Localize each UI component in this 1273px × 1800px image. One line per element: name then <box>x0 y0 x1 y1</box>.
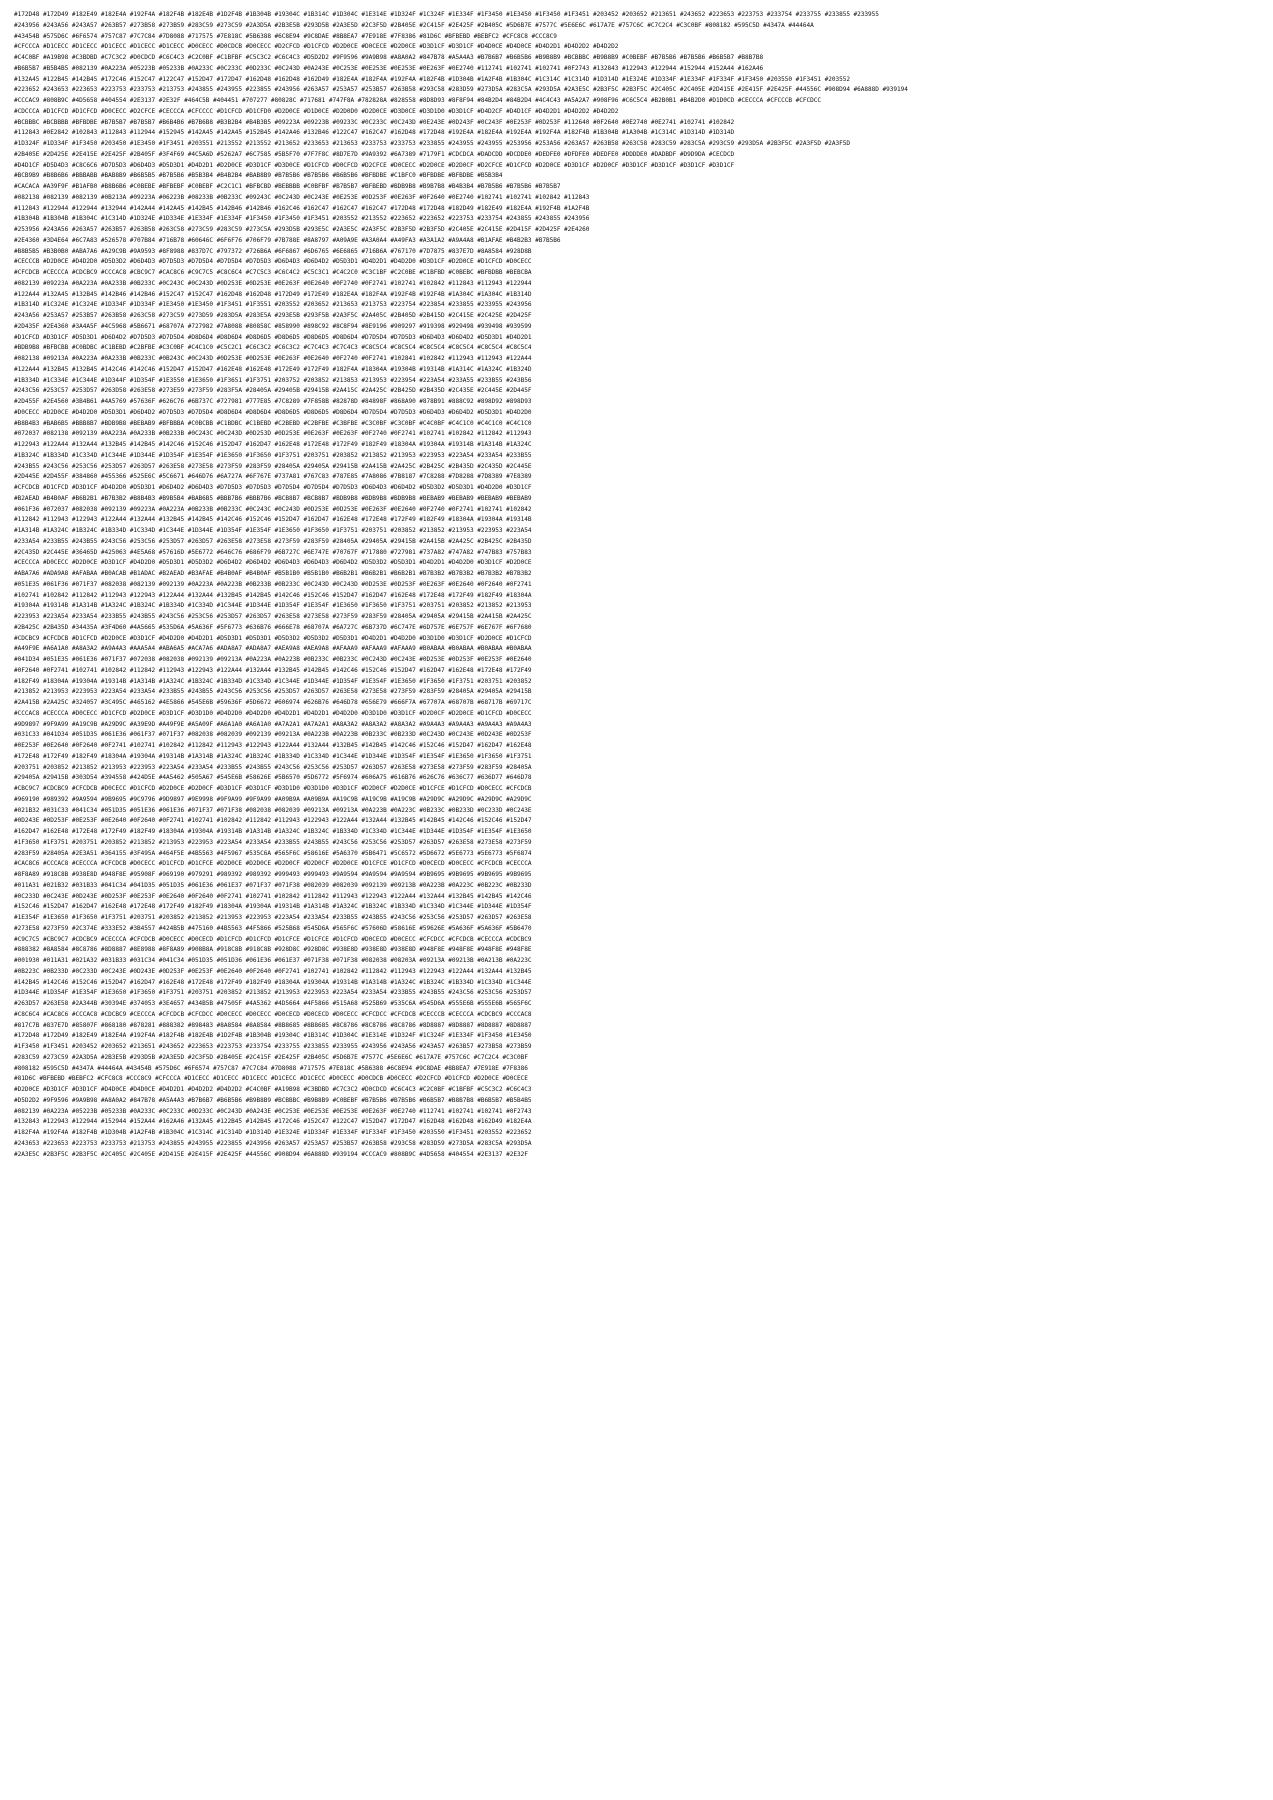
text-line: #082138 #09213A #0A223A #0A233B #0B233C #0B243C #0C243D #0D253E #0D253E #0E263F #0E2640 #0F2740 #0F2741 #102841 #102842 #112943 #112943 #122A44 <box>14 355 532 362</box>
text-line: #2D445E #2D455F #384860 #455366 #525E6C #5C6671 #646D76 #6A727A #6F767E #737A81 #767C83 #787E85 #7A8086 #7B8187 #7C8288 #7D8288 #7D8389 #7E8389 <box>14 473 532 481</box>
text-line: #CFCDCB #D1CFCD #D3D1CF #D4D2D0 #D5D3D1 #D6D4D2 #D6D4D3 #D7D5D3 #D7D5D3 #D7D5D4 #D7D5D4 #D7D5D3 #D6D4D3 #D6D4D2 #D5D3D2 #D5D3D1 #D4D2D0 #D3D1CF <box>14 484 532 491</box>
text-line: #BDB9B8 #BFBCBB #C0BDBC #C1BEBD #C2BFBE #C3C0BF #C4C1C0 #C5C2C1 #C6C3C2 #C6C3C2 #C7C4C3 #C7C4C3 #C8C5C4 #C8C5C4 #C8C5C4 #C8C5C4 #C8C5C4 #C8C5C4 <box>14 344 532 352</box>
text-line: #19304A #19314B #1A314B #1A324C #1B324C #1B334D #1C334D #1C344E #1D344E #1D354F #1E354F #1E3650 #1F3650 #1F3751 #203751 #203852 #213852 #213953 <box>14 602 532 610</box>
text-line: #213852 #213953 #223953 #223A54 #233A54 #233B55 #243B55 #243C56 #253C56 #253D57 #263D57 #263E58 #273E58 #273F59 #283F59 #28405A #29405A #29415B <box>14 688 532 696</box>
text-line: #051E35 #061F36 #071F37 #082038 #082139 #092139 #0A223A #0A223B #0B233B #0B233C #0C243D #0C243D #0D253E #0D253F #0E263F #0E2640 #0F2640 #0F2741 <box>14 580 532 588</box>
text-line: #082138 #082139 #082139 #0B213A #09223A #06223B #08233B #0B233C #09243C #0C243D #0C243E #0E253E #0D253F #0E263F #0F2640 #0E2740 #102741 #102741 #102842 #112843 <box>14 193 590 201</box>
text-line: #2B405E #2D425E #2E415E #2E425F #2B405F #3F4F69 #4C5A6D #5262A7 #6C7585 #5B5F70 #7F7F8C #8D7E7D #9A9392 #6A7389 #7179F1 #CDCDCA #DADCDD #DCDDE0 #DEDFE0 #DFDFE0 #DEDFE0 #DDDDE0 #DADBDF #D9D9DA #CECDCD <box>14 150 735 158</box>
text-line: #273E58 #273F59 #2C374E #333E52 #3B4557 #424B5B #475160 #4B5563 #4F5866 #525B68 #545D6A #565F6C #57606D #58616E #59626E #5A636F #5A636F #5B6470 <box>14 924 532 932</box>
text-line: #2D455F #2E4560 #3B4B61 #4A5769 #57636F #626C76 #6B737C #727981 #777E85 #7C8289 #7F858B #82878D #84898F #868A90 #878B91 #888C92 #898D92 #898D93 <box>14 398 532 405</box>
text-line: #172E48 #172F49 #182F49 #18304A #19304A #19314B #1A314B #1A324C #1B324C #1B334D #1C334D #1C344E #1D344E #1D354F #1E354F #1E3650 #1F3650 #1F3751 <box>14 752 532 760</box>
text-line: #172D48 #172D49 #182E49 #182E4A #192F4A #182F4B #182E4B #1D2F4B #1B304B #19304C #1B314C #1D304C #1E314E #1D324F #1C324F #1E334F #1F3450 #1E3450 <box>14 1032 532 1040</box>
text-line: #243A56 #253A57 #253B57 #263B58 #263C58 #273C59 #273D59 #283D5A #283E5A #293E5B #293F5B #2A3F5C #2A405C #2B405D #2B415D #2C415E #2C425E #2D425F <box>14 312 532 319</box>
text-line: #283C59 #273C59 #2A3D5A #2B3E5B #293D5B #2A3E5D #2C3F5D #2B405E #2C415F #2E425F #2B405C #5D6B7E #7577C #5E6E6C #617A7E #757C6C #C7C2C4 #C3C0BF <box>14 1053 528 1061</box>
text-line: #1F3650 #1F3751 #203751 #203852 #213852 #213953 #223953 #223A54 #233A54 #233B55 #243B55 #243C56 #253C56 #253D57 #263D57 #263E58 #273E58 #273F59 <box>14 838 532 846</box>
text-line: #233A54 #233B55 #243B55 #243C56 #253C56 #253D57 #263D57 #263E58 #273E58 #273F59 #283F59 #28405A #29405A #29415B #2A415B #2A425C #2B425C #2B435D <box>14 537 532 545</box>
text-line: #29405A #29415B #303D54 #394558 #424D5E #4A5462 #505A67 #545E6B #58626E #5B6570 #5D6772 #5F6974 #606A75 #616B76 #626C76 #636C77 #636D77 #646D78 <box>14 774 532 782</box>
text-line: #031C33 #041D34 #051D35 #061E36 #061F37 #071F37 #082038 #082039 #092139 #09213A #0A223B #0A223B #0B233C #0B233D #0C243D #0C243E #0D243E #0D253F <box>14 731 532 739</box>
text-line: #122A44 #132A45 #132B45 #142B46 #142B46 #152C47 #152C47 #162D48 #162D48 #172D49 #172E49 #182E4A #182F4A #192F4B #192F4B #1A304C #1A304C #1B314D <box>14 290 532 298</box>
text-line: #D4D1CF #D5D4D3 #C8C6C6 #D7D5D3 #D6D4D3 #D5D3D1 #D4D2D1 #D2D0CE #D3D1CF #D3D0CE #D1CFCD #D0CFCD #D2CFCE #D0CECC #D2D0CE #D2D0CF #D2CFCE #D1CFCD #D2D0CE #D3D1CF #D2D0CF #D3D1CF #D3D1CF #D3D1CF #D3D1CF <box>14 161 735 169</box>
text-line: #D0CECC #D2D0CE #D4D2D0 #D5D3D1 #D6D4D2 #D7D5D3 #D7D5D4 #D8D6D4 #D8D6D4 #D8D6D5 #D8D6D5 #D8D6D4 #D7D5D4 #D7D5D3 #D6D4D3 #D6D4D2 #D5D3D1 #D4D2D0 <box>14 408 532 416</box>
text-line: #223953 #223A54 #233A54 #233B55 #243B55 #243C56 #253C56 #253D57 #263D57 #263E58 #273E58 #273F59 #283F59 #28405A #29405A #29415B #2A415B #2A425C <box>14 613 532 620</box>
text-line: #81D6C #BFBEBD #BEBFC2 #CFC8C8 #CCC8C9 #CFCCCA #D1CECC #D1CECC #D1CECC #D1CECC #D1CECC #D0CECC #D0CDCB #D0CECC #D2CFCD #D1CFCD #D2D0CE #D0CECE <box>14 1075 528 1083</box>
text-line: #D2D0CE #D3D1CF #D3D1CF #D4D0CE #D4D0CE #D4D2D1 #D4D2D2 #D4D2D2 #C4C0BF #A19B98 #C3BDBD #C7C3C2 #D0CDCD #C6C4C3 #C2C0BF #C1BFBF #C5C3C2 #C6C4C3 <box>14 1086 532 1093</box>
text-line: #C9C7C5 #CBC9C7 #CDCBC9 #CECCCA #CFCDCB #D0CECC #D0CECD #D1CFCD #D1CFCD #D1CFCE #D1CFCE #D1CFCD #D0CECD #D0CECC #CFCDCC #CFCDCB #CECCCA #CDCBC9 <box>14 935 532 943</box>
text-line: #243C56 #253C57 #253D57 #263D58 #263E58 #273E59 #273F59 #283F5A #28405A #29405B #29415B #2A415C #2A425C #2B425D #2B435D #2C435E #2C445E #2D445F <box>14 387 532 395</box>
text-line: #B2AEAD #B4B0AF #B6B2B1 #B7B3B2 #B8B4B3 #B9B5B4 #BAB6B5 #BBB7B6 #BBB7B6 #BCB8B7 #BCB8B7 #BDB9B8 #BDB9B8 #BDB9B8 #BEBAB9 #BEBAB9 #BEBAB9 #BEBAB9 <box>14 494 532 502</box>
text-line: #0D243E #0D253F #0E253F #0E2640 #0F2640 #0F2741 #102741 #102842 #112842 #112943 #122943 #122A44 #132A44 #132B45 #142B45 #142C46 #152C46 #152D47 <box>14 817 532 825</box>
text-line: #CECCCA #D0CECC #D2D0CE #D3D1CF #D4D2D0 #D5D3D1 #D5D3D2 #D6D4D2 #D6D4D2 #D6D4D3 #D6D4D3 #D6D4D2 #D5D3D2 #D5D3D1 #D4D2D1 #D4D2D0 #D3D1CF #D2D0CE <box>14 559 532 567</box>
text-line: #001930 #011A31 #021A32 #031B33 #031C34 #041C34 #051D35 #051D36 #061E36 #061E37 #071F38 #071F38 #082038 #08203A #09213A #09213B #0A213B #0A223C <box>14 957 532 964</box>
text-line: #243956 #243A56 #243A57 #263B57 #273B58 #273B59 #283C59 #273C59 #2A3D5A #2B3E5B #293D5B #2A3E5D #2C3F5D #2B405E #2C415F #2E425F #2B405C #5D6B7E #7577C #5E6E6C #617A7E #757C6C #C7C2C4 #C3C0BF #808182 #595C5D #4347A #44464A <box>14 21 814 29</box>
text-line: #2C435D #2C445E #36465D #425063 #4E5A68 #57616D #5E6772 #646C76 #686F79 #6B727C #6E747E #70767F #717880 #727981 #737A82 #747A82 #747B83 #757B83 <box>14 548 532 556</box>
text-line: #D1CFCD #D3D1CF #D5D3D1 #D6D4D2 #D7D5D3 #D7D5D4 #D8D6D4 #D8D6D4 #D8D6D5 #D8D6D5 #D8D6D5 #D8D6D4 #D7D5D4 #D7D5D3 #D6D4D3 #D6D4D2 #D5D3D1 #D4D2D1 <box>14 333 532 341</box>
text-line: #1D344E #1D354F #1E354F #1E3650 #1F3650 #1F3751 #203751 #203852 #213852 #213953 #223953 #223A54 #233A54 #233B55 #243B55 #243C56 #253C56 #253D57 <box>14 989 532 997</box>
text-line: #122943 #122A44 #132A44 #132B45 #142B45 #142C46 #152C46 #152D47 #162D47 #162E48 #172E48 #172F49 #182F49 #18304A #19304A #19314B #1A314B #1A324C <box>14 441 532 448</box>
text-line: #2E4360 #3D4E64 #6C7A83 #526578 #707B84 #716B78 #60646C #6F6F76 #706F79 #7B788E #8A8797 #A09A9E #A3A0A4 #A49FA3 #A3A1A2 #A9A4A8 #B1AFAE #B4B2B3 #B7B5B6 <box>14 236 561 244</box>
text-line: #CECCCB #D2D0CE #D4D2D0 #D5D3D2 #D6D4D3 #D7D5D3 #D7D5D4 #D7D5D4 #D7D5D3 #D6D4D3 #D6D4D2 #D5D3D1 #D4D2D1 #D4D2D0 #D3D1CF #D2D0CE #D1CFCD #D0CECC <box>14 258 532 266</box>
text-line: #182F4A #192F4A #182F4B #1D304B #1A2F4B #1B304C #1C314C #1C314D #1D314D #1E324E #1D334F #1E334F #1F334F #1F3450 #203550 #1F3451 #203552 #223652 <box>14 1129 532 1136</box>
text-line: #969190 #989392 #9A9594 #9B9695 #9C9796 #9D9897 #9E9998 #9F9A99 #9F9A99 #A09B9A #A09B9A #A19C9B #A19C9B #A19C9B #A29D9C #A29D9C #A29D9C #A29D9C <box>14 795 532 803</box>
text-line: #162D47 #162E48 #172E48 #172F49 #182F49 #18304A #19304A #19314B #1A314B #1A324C #1B324C #1B334D #1C334D #1C344E #1D344E #1D354F #1E354F #1E3650 <box>14 828 532 835</box>
text-line: #1B314D #1C324E #1C324E #1D334F #1D334F #1E3450 #1E3450 #1F3451 #1F3551 #203552 #203652 #213653 #213753 #223754 #223854 #233855 #233955 #243956 <box>14 301 532 309</box>
text-line: #253956 #243A56 #263A57 #263B57 #263B58 #263C58 #273C59 #283C59 #273C5A #293D5B #293E5C #2A3E5C #2A3F5C #2B3F5D #2B3F5D #2C405E #2C415E #2D415F #2D425F #2E4260 <box>14 226 590 233</box>
text-line: #CAC8C6 #CCCAC8 #CECCCA #CFCDCB #D0CECC #D1CFCD #D1CFCE #D2D0CE #D2D0CE #D2D0CF #D2D0CF #D2D0CE #D1CFCE #D1CFCD #D0CECD #D0CECC #CFCDCB #CECCCA <box>14 860 532 868</box>
text-line: #0B223C #0B233D #0C233D #0C243E #0D243E #0D253F #0E253F #0E2640 #0F2640 #0F2741 #102741 #102842 #112842 #112943 #122943 #122A44 #132A44 #132B45 <box>14 967 532 975</box>
text-line: #112843 #122944 #122944 #132944 #142A44 #142A45 #142B45 #142B46 #142B46 #162C46 #162C47 #162C47 #162C47 #172D48 #172D48 #182D49 #182E49 #182E4A #192F4B #1A2F4B <box>14 204 590 212</box>
text-line: #A49F9E #A6A1A0 #A8A3A2 #A9A4A3 #AAA5A4 #ABA6A5 #ACA7A6 #ADA8A7 #ADA8A7 #AEA9A8 #AEA9A8 #AFAAA9 #AFAAA9 #AFAAA9 #B0ABAA #B0ABAA #B0ABAA #B0ABAA <box>14 645 532 653</box>
text-line: #CFCCCA #D1CECC #D1CECC #D1CECC #D1CECC #D1CECC #D0CECC #D0CDCB #D0CECC #D2CFCD #D1CFCD #D2D0CE #D0CECE #D2D0CE #D3D1CF #D3D1CF #D4D0CE #D4D0CE #D4D2D1 #D4D2D2 #D4D2D2 <box>14 43 619 51</box>
text-line: #ABA7A6 #ADA9A8 #AFABAA #B0ACAB #B1ADAC #B2AEAD #B3AFAE #B4B0AF #B4B0AF #B5B1B0 #B5B1B0 #B6B2B1 #B6B2B1 #B6B2B1 #B7B3B2 #B7B3B2 #B7B3B2 #B7B3B2 <box>14 570 532 577</box>
text-line: #0E253F #0E2640 #0F2640 #0F2741 #102741 #102842 #112842 #112943 #122943 #122A44 #132A44 #132B45 #142B45 #142C46 #152C46 #152D47 #162D47 #162E48 <box>14 742 532 749</box>
text-line: #2D435F #2E4360 #3A4A5F #4C5968 #5B6671 #68707A #727982 #7A8088 #80858C #858990 #898C92 #8C8F94 #8E9196 #909297 #919398 #929498 #939498 #939599 <box>14 322 532 330</box>
text-line: #BCB9B9 #B8B6B6 #BBBABB #BAB8B9 #B6B5B5 #B7B5B6 #B5B3B4 #B4B2B4 #BAB8B9 #B7B5B6 #B7B5B6 #B6B5B6 #BFBDBE #C1BFC0 #BFBDBE #BFBDBE #B5B3B4 <box>14 172 503 180</box>
text-line: #203751 #203852 #213852 #213953 #223953 #223A54 #233A54 #233B55 #243B55 #243C56 #253C56 #253D57 #263D57 #263E58 #273E58 #273F59 #283F59 #28405A <box>14 763 532 771</box>
text-line: #082139 #09223A #0A223A #0A233B #0B233C #0C243C #0C243D #0D253E #0D253E #0E263F #0E2640 #0F2740 #0F2741 #102741 #102842 #112843 #112943 #122944 <box>14 279 532 287</box>
text-line: #2A415B #2A425C #324057 #3C495C #465162 #4E5866 #545E6B #59636F #5D6672 #606974 #626B76 #646D78 #656E79 #666F7A #67707A #68707B #68717B #69717C <box>14 699 532 706</box>
text-line: #1E354F #1E3650 #1F3650 #1F3751 #203751 #203852 #213852 #213953 #223953 #223A54 #233A54 #233B55 #243B55 #243C56 #253C56 #253D57 #263D57 #263E58 <box>14 914 532 921</box>
text-line: #243B55 #243C56 #253C56 #253D57 #263D57 #263E58 #273E58 #273F59 #283F59 #28405A #29405A #29415B #2A415B #2A425C #2B425C #2B435D #2C435D #2C445E <box>14 462 532 470</box>
text-line: #132843 #122943 #122944 #152944 #152A44 #162A46 #132A45 #122B45 #142B45 #172C46 #152C47 #122C47 #152D47 #172D47 #162D48 #162D48 #162D49 #182E4A <box>14 1118 532 1126</box>
text-line: #172D48 #172D49 #182E49 #182E4A #192F4A #182F4B #182E4B #1D2F4B #1B304B #19304C #1B314C #1D304C #1E314E #1D324F #1C324F #1E334F #1F3450 #1E3450 #1F3450 #1F3451 #203452 #203652 #213651 #243652 #223653 #223753 #233754 #233755 #233855 #233955 <box>14 11 879 18</box>
text-line: #0F2640 #0F2741 #102741 #102842 #112842 #112943 #122943 #122A44 #132A44 #132B45 #142B45 #142C46 #152C46 #152D47 #162D47 #162E48 #172E48 #172F49 <box>14 666 532 674</box>
text-line: #817C7B #837E7D #85807F #868180 #878281 #888382 #898483 #8A8584 #8A8584 #8B8685 #8B8685 #8C8786 #8C8786 #8C8786 #8D8887 #8D8887 #8D8887 #8D8887 <box>14 1021 532 1029</box>
text-line: #102741 #102842 #112842 #112943 #122943 #122A44 #132A44 #132B45 #142B45 #142C46 #152C46 #152D47 #162D47 #162E48 #172E48 #172F49 #182F49 #18304A <box>14 591 532 599</box>
text-line: #182F49 #18304A #19304A #19314B #1A314B #1A324C #1B324C #1B334D #1C334D #1C344E #1D344E #1D354F #1E354F #1E3650 #1F3650 #1F3751 #203751 #203852 <box>14 677 532 685</box>
text-line: #808182 #595C5D #4347A #44464A #43454B #575D6C #6F6574 #757C87 #7C7C84 #7D8088 #717575 #7E818C #5B6388 #6C8E94 #9C8DAE #8B8EA7 #7E918E #7F8386 <box>14 1064 528 1072</box>
text-line: #1F3450 #1F3451 #203452 #203652 #213651 #243652 #223653 #223753 #233754 #233755 #233855 #233955 #243956 #243A56 #243A57 #263B57 #273B58 #273B59 <box>14 1043 532 1050</box>
text-line: #1D324F #1D334F #1F3450 #203450 #1E3450 #1F3451 #203551 #213552 #213552 #213652 #233653 #213653 #233753 #233753 #233855 #243955 #243955 #253956 #253A56 #263A57 #263B58 #263C58 #283C59 #283C5A #293C59 #293D5A #2B3F5C #2A3F5D #2A3F5D <box>14 140 850 147</box>
text-line: #2A3E5C #2B3F5C #2B3F5C #2C405C #2C405E #2D415E #2E415F #2E425F #44556C #908D94 #6A888D #939194 #CCCAC9 #808B9C #4D5658 #404554 #2E3137 #2E32F <box>14 1150 528 1158</box>
hex-color-text-block <box>14 10 1259 1790</box>
text-line: #0C233D #0C243E #0D243E #0D253F #0E253F #0E2640 #0F2640 #0F2741 #102741 #102842 #112842 #112943 #122943 #122A44 #132A44 #132B45 #142B45 #142C46 <box>14 892 532 900</box>
text-line: #D5D2D2 #9F9596 #9A9B98 #A8A0A2 #847B78 #A5A4A3 #B7B6B7 #B6B5B6 #B9B8B9 #BCBBBC #B9B8B9 #C0BEBF #B7B5B6 #B7B5B6 #B6B5B7 #B8B7B8 #B6B5B7 #B5B4B5 <box>14 1096 532 1104</box>
text-line: #082139 #0A223A #05223B #05233B #0A233C #0C233C #0D233C #0C243D #0A243E #0C253E #0E253E #0E253E #0E263F #0E2740 #112741 #102741 #102741 #0F2743 <box>14 1107 532 1115</box>
text-line: #072037 #082138 #092139 #0A223A #0A233B #0B233B #0C243C #0C243D #0D253D #0D253E #0E263F #0E263F #0F2740 #0F2741 #102741 #102842 #112842 #112943 <box>14 430 532 438</box>
text-line: #1B304B #1B304B #1B304C #1C314D #1D324E #1D334E #1E334F #1E334F #1F3450 #1F3450 #1F3451 #203552 #213552 #223652 #223652 #223753 #233754 #243855 #243855 #243956 <box>14 215 590 223</box>
text-line: #BCBBBC #BCBBBB #BFBDBE #B7B5B7 #B7B5B7 #B6B4B6 #B7B6B8 #B3B2B4 #B4B3B5 #09223A #09223B #09233C #0C233C #0C243D #0E243E #0D243F #0C243F #0E253F #0D253F #112640 #0F2640 #0E2740 #0E2741 #102741 #102842 <box>14 118 735 126</box>
text-line: #8F8A89 #918C8B #938E8D #948F8E #95908F #969190 #979291 #989392 #989392 #999493 #999493 #9A9594 #9A9594 #9A9594 #9B9695 #9B9695 #9B9695 #9B9695 <box>14 871 532 878</box>
text-line: #CDCCCA #D1CFCD #D1CFCD #D0CECC #D2CFCE #CECCCA #CFCCCC #D1CFCD #D1CFD0 #D2D0CE #D1D0CE #D2D0D0 #D2D0CE #D3D0CE #D3D1D0 #D3D1CF #D4D2CF #D4D1CF #D4D2D1 #D4D2D2 #D4D2D2 <box>14 107 619 115</box>
text-line: #2B425C #2B435D #34435A #3F4D60 #4A5665 #535D6A #5A636F #5F6773 #636B76 #666E78 #68707A #6A727C #6B737D #6C747E #6D757E #6E757F #6E767F #6F7680 <box>14 623 532 631</box>
text-line: #152C46 #152D47 #162D47 #162E48 #172E48 #172F49 #182F49 #18304A #19304A #19314B #1A314B #1A324C #1B324C #1B334D #1C334D #1C344E #1D344E #1D354F <box>14 903 532 911</box>
text-line: #243653 #223653 #223753 #233753 #213753 #243855 #243955 #223855 #243956 #263A57 #253A57 #253B57 #263B58 #293C58 #283D59 #273D5A #283C5A #293D5A <box>14 1139 532 1147</box>
text-line: #9D9897 #9F9A99 #A19C9B #A29D9C #A39E9D #A49F9E #A5A09F #A6A1A0 #A6A1A0 #A7A2A1 #A7A2A1 #A8A3A2 #A8A3A2 #A8A3A2 #A9A4A3 #A9A4A3 #A9A4A3 #A9A4A3 <box>14 720 532 728</box>
text-line: #283F59 #28405A #2E3A51 #364155 #3F495A #464F5E #4B5563 #4F5967 #535C6A #565F6C #58616E #5A6370 #5B6471 #5C6572 #5D6672 #5E6773 #5E6773 #5F6874 <box>14 849 532 857</box>
text-line: #B8B4B3 #BAB6B5 #BBB8B7 #BDB9B8 #BEBAB9 #BFBBBA #C0BCBB #C1BDBC #C1BEBD #C2BEBD #C2BFBE #C3BFBE #C3C0BF #C3C0BF #C4C0BF #C4C1C0 #C4C1C0 #C4C1C0 <box>14 419 532 427</box>
text-line: #CACACA #A39F9F #B1AFB0 #B8B6B6 #C0BEBE #BFBEBF #C0BEBF #C2C1C1 #BFBCBD #BEBBBB #C0BFBF #B7B5B7 #BFBEBD #BDB9B8 #B9B7B8 #B4B3B4 #B7B5B6 #B7B5B6 #B7B5B7 <box>14 183 561 190</box>
text-line: #CCCAC9 #808B9C #4D5658 #404554 #2E3137 #2E32F #464C5B #404451 #707277 #80828C #717681 #747F8A #782828A #828558 #8D8D93 #8F8F94 #84B2D4 #84B2D4 #4C4C43 #A5A2A7 #908F96 #C6C5C4 #B2B0B1 #B4B2D0 #D1D0CD #CECCCA #CFCCCB #CFCDCC <box>14 97 821 104</box>
text-line: #CCCAC8 #CECCCA #D0CECC #D1CFCD #D2D0CE #D3D1CF #D3D1D0 #D4D2D0 #D4D2D0 #D4D2D1 #D4D2D1 #D4D2D0 #D3D1D0 #D3D1CF #D2D0CF #D2D0CE #D1CFCD #D0CECC <box>14 709 532 717</box>
text-line: #CBC9C7 #CDCBC9 #CFCDCB #D0CECC #D1CFCD #D2D0CE #D2D0CF #D3D1CF #D3D1CF #D3D1D0 #D3D1D0 #D3D1CF #D2D0CF #D2D0CE #D1CFCE #D1CFCD #D0CECC #CFCDCB <box>14 785 532 792</box>
text-line: #C4C0BF #A19B98 #C3BDBD #C7C3C2 #D0CDCD #C6C4C3 #C2C0BF #C1BFBF #C5C3C2 #C6C4C3 #D5D2D2 #9F9596 #9A9B98 #A8A0A2 #847B78 #A5A4A3 #B7B6B7 #B6B5B6 #B9B8B9 #BCBBBC #B9B8B9 #C0BEBF #B7B5B6 #B7B5B6 #B6B5B7 #B8B7B8 <box>14 54 764 61</box>
text-line: #011A31 #021B32 #031B33 #041C34 #041D35 #051D35 #061E36 #061E37 #071F37 #071F38 #082039 #082039 #092139 #09213B #0A223B #0A223C #0B223C #0B233D <box>14 881 532 889</box>
text-line: #142B45 #142C46 #152C46 #152D47 #162D47 #162E48 #172E48 #172F49 #182F49 #18304A #19304A #19314B #1A314B #1A324C #1B324C #1B334D #1C334D #1C344E <box>14 978 532 986</box>
text-line: #C8C6C4 #CAC8C6 #CCCAC8 #CDCBC9 #CECCCA #CFCDCB #CFCDCC #D0CECC #D0CECC #D0CECD #D0CECD #D0CECC #CFCDCC #CFCDCB #CECCCB #CECCCA #CDCBC9 #CCCAC8 <box>14 1010 532 1018</box>
text-line: #B8B5B5 #B3B0B0 #ABA7A6 #A29C9B #9A9593 #8F8988 #837D7C #797372 #726B6A #6F6867 #6D6765 #6E6865 #716B6A #767170 #7D7875 #837E7D #8A8584 #928D8B <box>14 247 532 255</box>
text-line: #112843 #0E2842 #102843 #112843 #112944 #152945 #142A45 #142A45 #152B45 #142A46 #132B46 #122C47 #162C47 #162D48 #172D48 #192E4A #182E4A #192E4A #192F4A #182F4B #1B304B #1A304B #1C314C #1D314D #1D314D <box>14 129 735 137</box>
text-line: #223652 #243653 #223653 #223753 #233753 #213753 #243855 #243955 #223855 #243956 #263A57 #253A57 #253B57 #263B58 #293C58 #283D59 #273D5A #283C5A #293D5A #2A3E5C #2B3F5C #2B3F5C #2C405C #2C405E #2D415E #2E415F #2E425F #44556C #908D94 #6A888D #939194 <box>14 86 908 94</box>
text-line: #132A45 #122B45 #142B45 #172C46 #152C47 #122C47 #152D47 #172D47 #162D48 #162D48 #162D49 #182E4A #182F4A #192F4A #182F4B #1D304B #1A2F4B #1B304C #1C314C #1C314D #1D314D #1E324E #1D334F #1E334F #1F334F #1F3450 #203550 #1F3451 #203552 <box>14 75 850 83</box>
text-line: #112842 #112943 #122943 #122A44 #132A44 #132B45 #142B45 #142C46 #152C46 #152D47 #162D47 #162E48 #172E48 #172F49 #182F49 #18304A #19304A #19314B <box>14 516 532 524</box>
text-line: #CFCDCB #CECCCA #CDCBC9 #CCCAC8 #CBC9C7 #CAC8C6 #C9C7C5 #C8C6C4 #C7C5C3 #C6C4C2 #C5C3C1 #C4C2C0 #C3C1BF #C2C0BE #C1BFBD #C0BEBC #BFBDBB #BEBCBA <box>14 269 532 276</box>
text-line: #041D34 #051E35 #061E36 #071F37 #072038 #082038 #092139 #09213A #0A223A #0A223B #0B233C #0B233C #0C243D #0C243E #0D253E #0D253F #0E253F #0E2640 <box>14 656 532 663</box>
text-line: #263D57 #263E58 #2A344B #30394E #374053 #3E4657 #434B5B #47505F #4A5362 #4D5664 #4F5866 #515A68 #525B69 #535C6A #545D6A #555E6B #555E6B #565F6C <box>14 1000 532 1007</box>
text-line: #021B32 #031C33 #041C34 #051D35 #051E36 #061E36 #071F37 #071F38 #082038 #082039 #09213A #09213A #0A223B #0A223C #0B233C #0B233D #0C233D #0C243E <box>14 806 532 814</box>
text-line: #1B334D #1C334E #1C344E #1D344F #1D354F #1E3550 #1E3650 #1F3651 #1F3751 #203752 #203852 #213853 #213953 #223954 #223A54 #233A55 #233B55 #243B56 <box>14 376 532 384</box>
text-line: #43454B #575D6C #6F6574 #757C87 #7C7C84 #7D8088 #717575 #7E818C #5B6388 #6C8E94 #9C8DAE #8B8EA7 #7E918E #7F8386 #81D6C #BFBEBD #BEBFC2 #CFC8C8 #CCC8C9 <box>14 32 557 40</box>
text-line: #1B324C #1B334D #1C334D #1C344E #1D344E #1D354F #1E354F #1E3650 #1F3650 #1F3751 #203751 #203852 #213852 #213953 #223953 #223A54 #233A54 #233B55 <box>14 451 532 459</box>
text-line: #061F36 #072037 #082038 #092139 #09223A #0A223A #0B233B #0B233C #0C243C #0C243D #0D253E #0D253E #0E263F #0E2640 #0F2740 #0F2741 #102741 #102842 <box>14 505 532 513</box>
text-line: #B6B5B7 #B5B4B5 #082139 #0A223A #05223B #05233B #0A233C #0C233C #0D233C #0C243D #0A243E #0C253E #0E253E #0E253E #0E263F #0E2740 #112741 #102741 #102741 #0F2743 #132843 #122943 #122944 #152944 #152A44 #162A46 <box>14 64 764 72</box>
text-line: #1A314B #1A324C #1B324C #1B334D #1C334D #1C344E #1D344E #1D354F #1E354F #1E3650 #1F3650 #1F3751 #203751 #203852 #213852 #213953 #223953 #223A54 <box>14 527 532 534</box>
text-line: #CDCBC9 #CFCDCB #D1CFCD #D2D0CE #D3D1CF #D4D2D0 #D4D2D1 #D5D3D1 #D5D3D1 #D5D3D2 #D5D3D2 #D5D3D1 #D4D2D1 #D4D2D0 #D3D1D0 #D3D1CF #D2D0CE #D1CFCD <box>14 634 532 642</box>
text-line: #122A44 #132B45 #132B45 #142C46 #142C46 #152D47 #152D47 #162E48 #162E48 #172E49 #172F49 #182F4A #18304A #19304B #19314B #1A314C #1A324C #1B324D <box>14 365 532 373</box>
text-line: #888382 #8A8584 #8C8786 #8D8887 #8E8988 #8F8A89 #908B8A #918C8B #918C8B #928D8C #928D8C #938E8D #938E8D #938E8D #948F8E #948F8E #948F8E #948F8E <box>14 946 532 954</box>
